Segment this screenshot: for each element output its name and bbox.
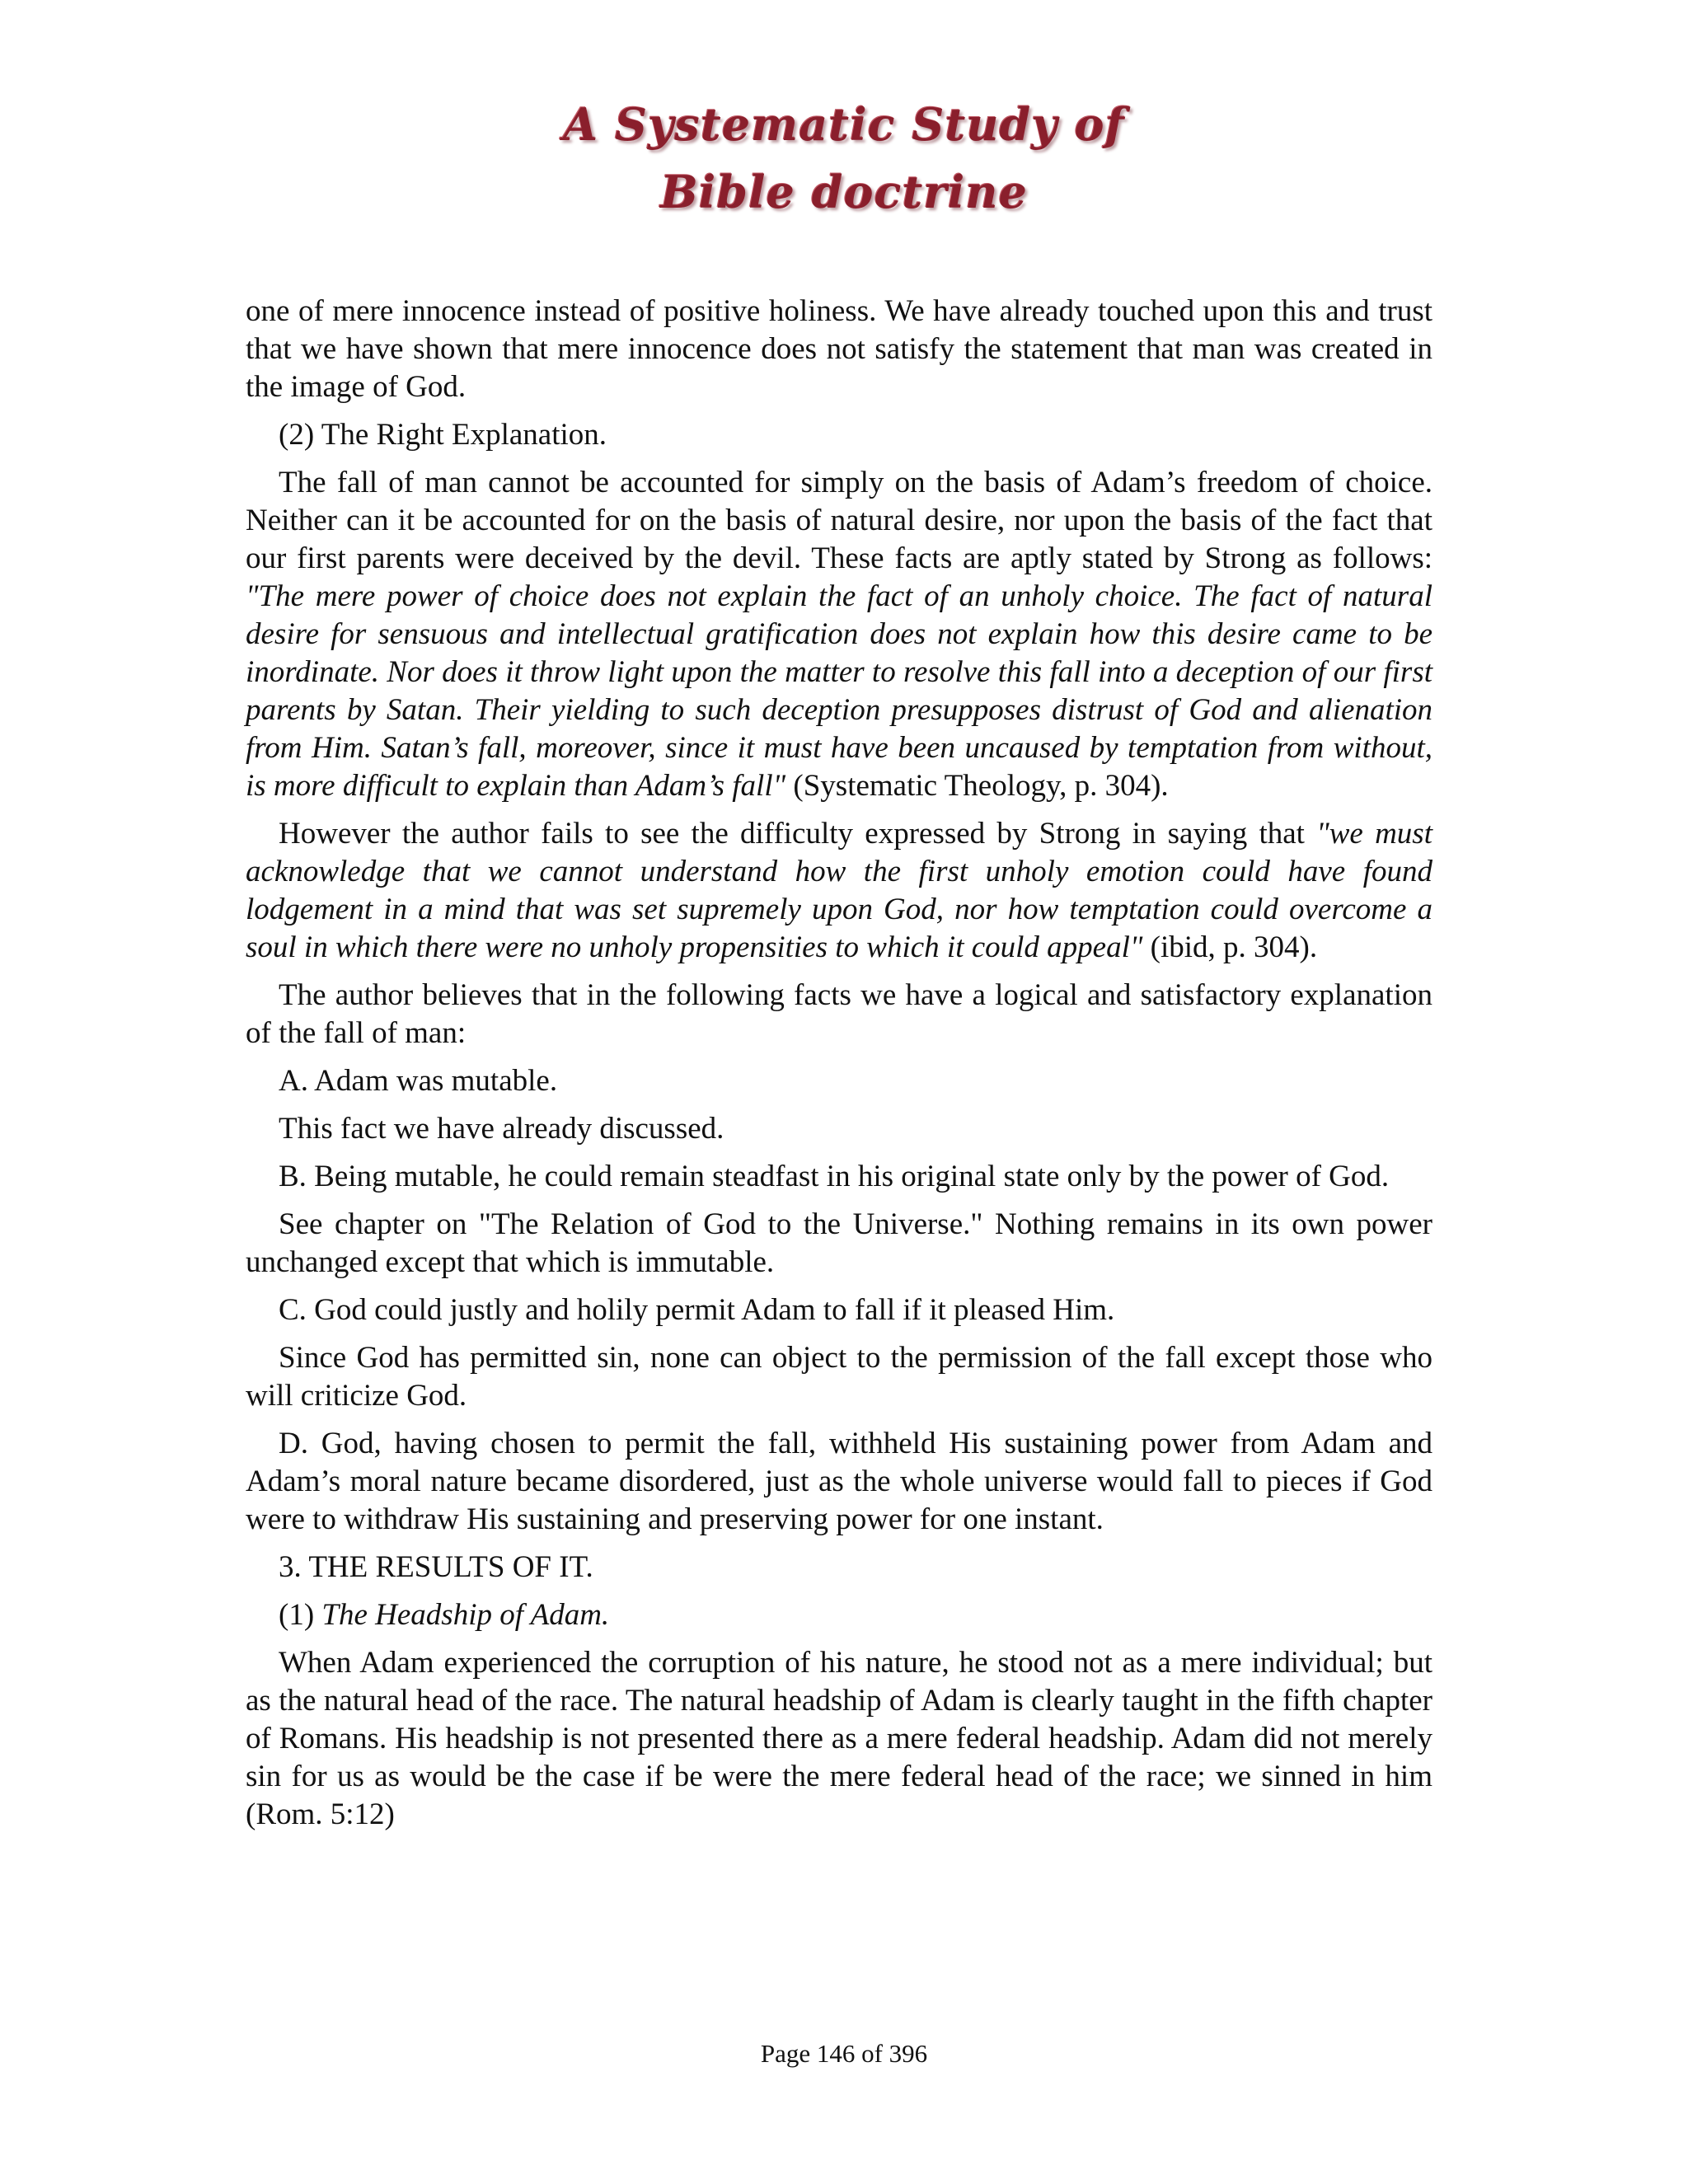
paragraph-explanation-intro: The author believes that in the following facts we have a logical and satisfactory explanation of the fall of man: [246, 978, 1432, 1050]
point-c-note: Since God has permitted sin, none can object to the permission of the fall except those who will criticize God. [246, 1341, 1432, 1413]
subheading-headship [246, 1596, 1432, 1634]
point-d: D. God, having chosen to permit the fall, withheld His sustaining power from Adam and Adam’s moral nature became disordered, just as the whole universe would fall to pieces if God were to withdraw His sustaining and preserving power for one instant. [246, 1427, 1432, 1536]
point-a: A. Adam was mutable. [279, 1064, 558, 1098]
quotation: "we must acknowledge that we cannot understand how the first unholy emotion could have found lodgement in a mind that was set supremely upon God, nor how temptation could overcome a soul in which there were no unholy propensities to which it could appeal" [246, 817, 1432, 964]
point-b-note: See chapter on "The Relation of God to the Universe." Nothing remains in its own power unchanged except that which is immutable. [246, 1207, 1432, 1279]
page-header [0, 91, 1688, 226]
book-title-line-1: A Systematic Study of [563, 98, 1125, 151]
point-c: C. God could justly and holily permit Adam to fall if it pleased Him. [279, 1293, 1115, 1327]
citation: (Systematic Theology, p. 304). [785, 769, 1169, 803]
quotation: "The mere power of choice does not explain the fact of an unholy choice. The fact of natural desire for sensuous and intellectual gratification does not explain how this desire came to be inordinate. Nor does it throw light upon the matter to resolve this fall into a deception of our first parents by Satan. Their yielding to such deception presupposes distrust of God and alienation from Him. Satan’s fall, moreover, since it must have been uncaused by temptation from without, is more difficult to explain than Adam’s fall" [246, 579, 1432, 803]
paragraph-headship: When Adam experienced the corruption of his nature, he stood not as a mere individual; but as the natural head of the race. The natural headship of Adam is clearly taught in the fifth chapter of Romans. His headship is not presented there as a mere federal headship. Adam did not merely sin for us as would be the case if be were the mere federal head of the race; we sinned in him (Rom. 5:12) [246, 1646, 1432, 1831]
section-heading-results: 3. THE RESULTS OF IT. [279, 1550, 593, 1584]
paragraph-author-difficulty [246, 815, 1432, 967]
subheading-title: The Headship of Adam. [321, 1598, 610, 1632]
paragraph-text: However the author fails to see the difficulty expressed by Strong in saying that [279, 817, 1317, 851]
subheading-number: (1) [279, 1598, 322, 1632]
book-title-logo [563, 91, 1124, 226]
paragraph-continuation: one of mere innocence instead of positive holiness. We have already touched upon this and trust that we have shown that mere innocence does not satisfy the statement that man was created in the image of God. [246, 294, 1432, 404]
paragraph-text: The fall of man cannot be accounted for simply on the basis of Adam’s freedom of choice. Neither can it be accounted for on the basis of natural desire, nor upon the basis of the fact that our first parents were deceived by the devil. These facts are aptly stated by Strong as follows: [246, 466, 1432, 575]
paragraph-strong-quote [246, 464, 1432, 805]
book-title-line-2: Bible doctrine [660, 166, 1028, 218]
page-body [246, 293, 1432, 1844]
point-b: B. Being mutable, he could remain steadfast in his original state only by the power of God. [279, 1160, 1390, 1193]
page-number: Page 146 of 396 [760, 2039, 928, 2068]
point-a-note: This fact we have already discussed. [279, 1112, 724, 1146]
citation: (ibid, p. 304). [1142, 930, 1318, 964]
subheading-right-explanation: (2) The Right Explanation. [279, 418, 607, 452]
